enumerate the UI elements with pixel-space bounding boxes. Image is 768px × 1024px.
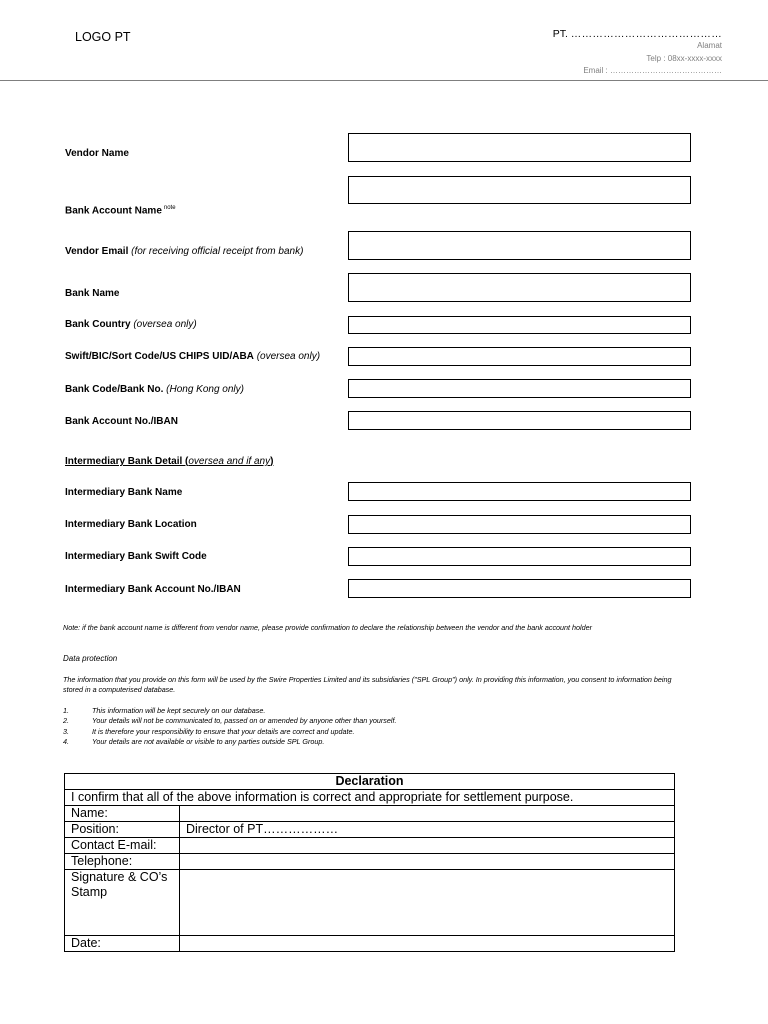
position-cell[interactable]: Director of PT……………… [180,822,675,838]
intermediary-swift-label: Intermediary Bank Swift Code [65,551,207,562]
company-name-line [482,28,722,40]
bank-country-field[interactable] [348,316,691,334]
intermediary-location-field[interactable] [348,515,691,534]
company-address: Alamat [697,41,722,50]
name-label: Name: [65,806,180,822]
data-protection-title: Data protection [63,654,118,663]
list-item: 2. Your details will not be communicated to, passed on or amended by anyone other than yourself. [63,716,397,726]
company-label: PT. [552,28,568,40]
bank-code-label: Bank Code/Bank No. (Hong Kong only) [65,384,244,395]
contact-email-label: Contact E-mail: [65,838,180,854]
bank-code-hint: (Hong Kong only) [166,384,244,395]
company-email-label: Email : [583,66,608,75]
bank-account-note: Note: if the bank account name is different from vendor name, please provide confirmation to declare the relationship between the vendor and the bank account holder [63,623,593,632]
company-email-placeholder: …………………………………… [610,66,722,75]
list-item: 4. Your details are not available or visible to any parties outside SPL Group. [63,736,325,746]
vendor-email-field[interactable] [348,231,691,260]
bank-country-label: Bank Country (oversea only) [65,319,197,330]
signature-label: Signature & CO’s Stamp [65,870,180,936]
header-divider [0,80,768,81]
declaration-statement: I confirm that all of the above information is correct and appropriate for settlement purpose. [65,790,675,806]
declaration-title: Declaration [65,774,675,790]
intermediary-name-field[interactable] [348,482,691,501]
date-label: Date: [65,936,180,952]
list-item: 3. It is therefore your responsibility to ensure that your details are correct and update. [63,726,355,736]
vendor-name-field[interactable] [348,133,691,162]
contact-email-cell[interactable] [180,838,675,854]
swift-label: Swift/BIC/Sort Code/US CHIPS UID/ABA (oversea only) [65,351,321,362]
position-label: Position: [65,822,180,838]
telephone-cell[interactable] [180,854,675,870]
company-name-placeholder: …………………………………… [570,28,722,40]
declaration-table [64,773,675,952]
telephone-label: Telephone: [65,854,180,870]
date-cell[interactable] [180,936,675,952]
bank-country-hint: (oversea only) [133,319,197,330]
company-email [482,65,722,78]
data-protection-list [63,706,396,747]
bank-account-no-field[interactable] [348,411,691,430]
note-marker: note [163,205,176,211]
data-protection-text: The information that you provide on this form will be used by the Swire Properties Limited and its subsidiaries ("SPL Group") only. In providing this information, you consent to information being stored in a computerised database. [63,675,672,694]
intermediary-account-field[interactable] [348,579,691,598]
swift-field[interactable] [348,347,691,366]
bank-name-field[interactable] [348,273,691,302]
bank-name-label: Bank Name [65,288,120,299]
bank-code-field[interactable] [348,379,691,398]
bank-account-name-label: Bank Account Name $^{note}$ [65,205,176,217]
intermediary-name-label: Intermediary Bank Name [65,487,183,498]
intermediary-location-label: Intermediary Bank Location [65,519,197,530]
name-cell[interactable] [180,806,675,822]
company-phone: Telp : 08xx-xxxx-xxxx [646,53,722,63]
company-info [482,28,722,78]
signature-cell[interactable] [180,870,675,936]
vendor-name-label: Vendor Name [65,148,129,159]
swift-hint: (oversea only) [256,351,321,362]
list-item: 1. This information will be kept securely on our database. [63,706,266,715]
vendor-email-hint: (for receiving official receipt from bank) [131,246,304,257]
bank-account-name-field[interactable] [348,176,691,204]
intermediary-section-title: Intermediary Bank Detail (oversea and if any) [65,456,274,467]
bank-account-no-label: Bank Account No./IBAN [65,416,178,427]
intermediary-account-label: Intermediary Bank Account No./IBAN [65,584,241,595]
intermediary-swift-field[interactable] [348,547,691,566]
company-logo: LOGO PT [75,30,131,44]
vendor-email-label: Vendor Email (for receiving official receipt from bank) [65,246,304,257]
